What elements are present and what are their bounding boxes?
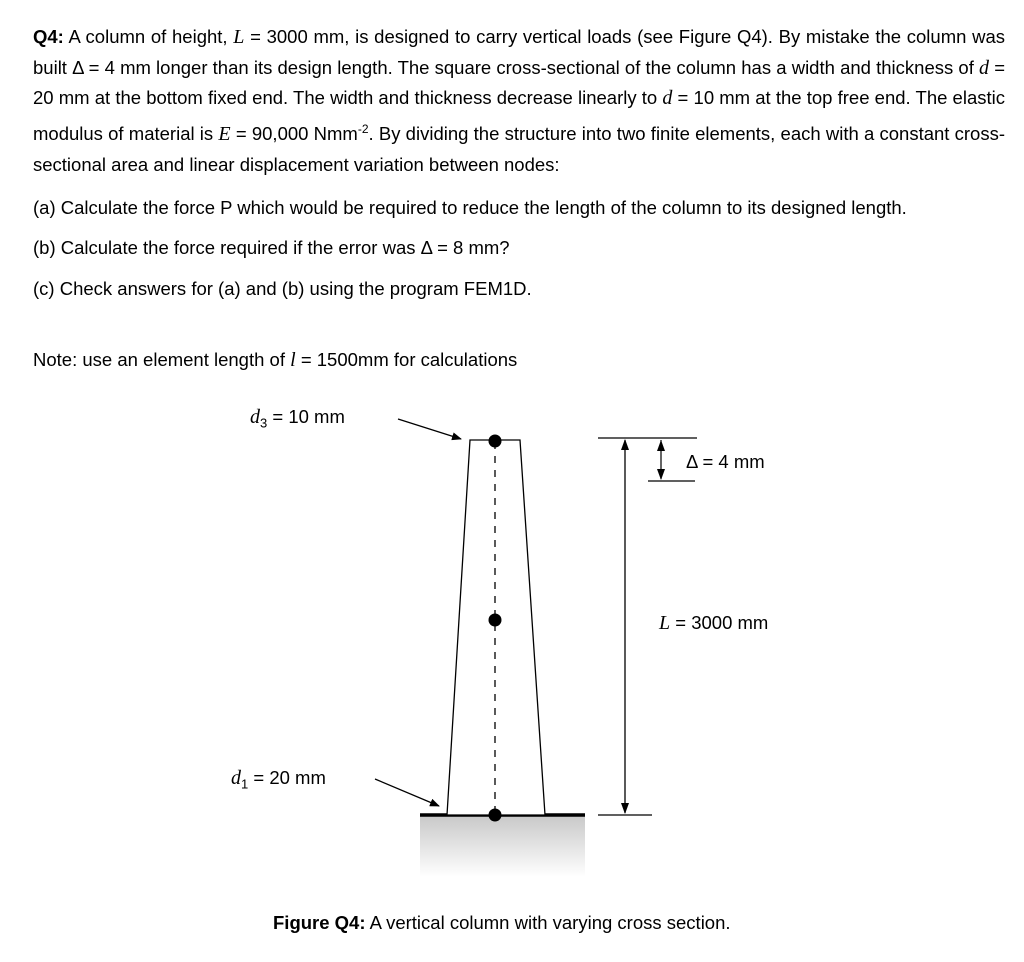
exponent: -2 <box>357 121 369 136</box>
d1-leader-arrow <box>375 779 439 806</box>
var-d: d <box>250 406 260 428</box>
var-d: d <box>979 56 990 79</box>
part-b: (b) Calculate the force required if the error was Δ = 8 mm? <box>33 237 510 258</box>
L-arrow-up <box>621 439 629 450</box>
L-arrow-down <box>621 803 629 814</box>
question-text: . By dividing the structure into two finite elements, each with a constant cross-sectional area and linear displacement variation between nodes: <box>33 122 1005 175</box>
var-L: L <box>659 612 671 634</box>
d1-label <box>231 767 326 792</box>
node-bottom <box>489 809 502 822</box>
var-E: E <box>218 122 231 145</box>
question-text: = 90,000 Nmm <box>230 122 358 144</box>
subscript: 3 <box>260 415 268 431</box>
node-middle <box>489 614 502 627</box>
d3-leader-arrow <box>398 419 461 439</box>
var-l: l <box>290 349 296 371</box>
note-text: = 1500mm for calculations <box>295 349 518 370</box>
figure-caption <box>273 912 731 934</box>
d1-value: = 20 mm <box>248 767 326 788</box>
subscript: 1 <box>241 776 249 792</box>
part-c: (c) Check answers for (a) and (b) using the program FEM1D. <box>33 278 532 299</box>
note-text: Note: use an element length of <box>33 349 291 370</box>
d3-label <box>250 406 345 431</box>
caption-label: Figure Q4: <box>273 912 366 933</box>
var-L: L <box>233 26 245 48</box>
delta-arrow-down <box>657 469 665 480</box>
delta-label: Δ = 4 mm <box>686 451 765 472</box>
d3-value: = 10 mm <box>267 406 345 427</box>
tapered-column <box>447 440 545 815</box>
question-text: A column of height, <box>63 26 234 47</box>
question-text: = 20 mm at the bottom fixed end. The width and thickness decrease linearly to <box>33 56 1005 109</box>
var-d: d <box>662 87 673 110</box>
question-text: = 10 mm at the top free end. The elastic modulus of material is <box>33 87 1005 144</box>
L-value: = 3000 mm <box>670 612 769 633</box>
node-top <box>489 435 502 448</box>
question-text: = 3000 mm, is designed to carry vertical loads (see Figure Q4). By mistake the column was built Δ = 4 mm longer than its design length. The square cross-sectional of the column has a width and thickness of <box>33 26 1006 78</box>
part-a: (a) Calculate the force P which would be required to reduce the length of the column to its designed length. <box>33 197 907 218</box>
caption-text: A vertical column with varying cross section. <box>365 912 731 933</box>
question-label: Q4: <box>33 26 64 47</box>
L-label <box>659 612 768 635</box>
ground-support <box>420 815 585 877</box>
var-d: d <box>231 767 241 789</box>
delta-arrow-up <box>657 440 665 451</box>
